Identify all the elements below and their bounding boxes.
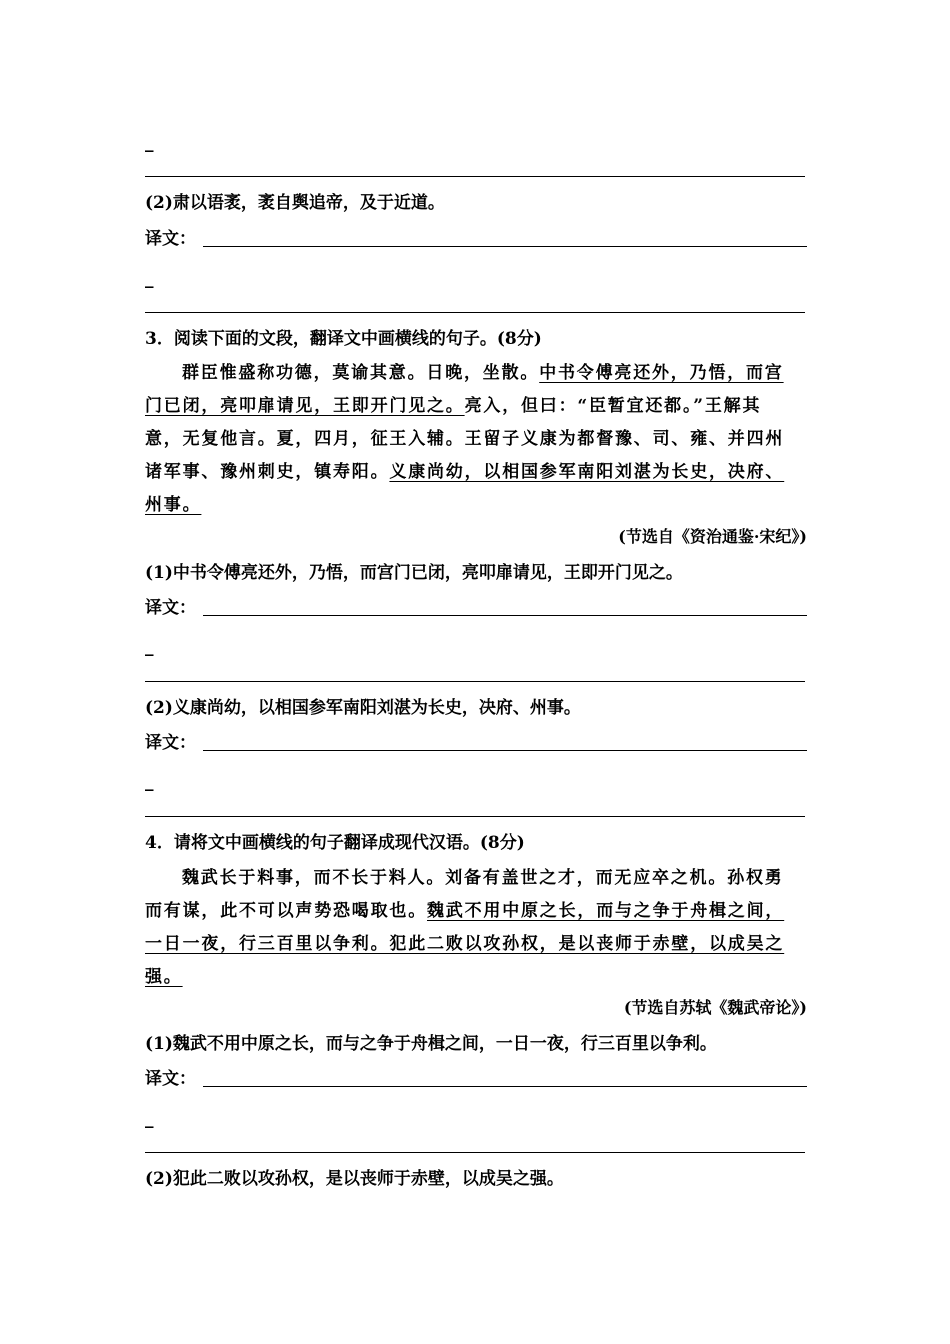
q4-passage-line-3: [145, 933, 807, 955]
q4-item1-answer[interactable]: [145, 1068, 807, 1090]
q4-passage-line-4: [145, 966, 807, 988]
answer-line[interactable]: [203, 246, 807, 247]
q4-source: (节选自苏轼《魏武帝论》): [623, 998, 807, 1017]
q3-item2-answer[interactable]: [145, 732, 807, 754]
answer-label: 译文：: [145, 598, 196, 618]
q3-item1-answer[interactable]: [145, 597, 807, 619]
underlined-sentence: 强。: [145, 967, 183, 987]
passage-text: 群臣惟盛称功德，莫谕其意。日晚，坐散。: [182, 363, 540, 383]
q4-item2: (2)犯此二败以攻孙权，是以丧师于赤壁，以成吴之强。: [145, 1169, 564, 1189]
answer-line[interactable]: [145, 681, 805, 682]
underlined-sentence: 魏武不用中原之长，而与之争于舟楫之间，: [427, 901, 785, 921]
answer-line[interactable]: [145, 176, 805, 177]
q4-passage-line-1: 魏武长于料事，而不长于料人。刘备有盖世之才，而无应卒之机。孙权勇: [182, 868, 784, 888]
passage-text: 而有谋，此不可以声势恐喝取也。: [145, 901, 427, 921]
passage-text: 诸军事、豫州刺史，镇寿阳。: [145, 462, 390, 482]
passage-text: 亮入，但曰：“臣暂宜还都。”王解其: [464, 396, 762, 416]
q4-item1: (1)魏武不用中原之长，而与之争于舟楫之间，一日一夜，行三百里以争利。: [145, 1034, 717, 1054]
q3-item2: (2)义康尚幼，以相国参军南阳刘湛为长史，决府、州事。: [145, 698, 581, 718]
q2-item2-answer[interactable]: [145, 228, 807, 250]
answer-line[interactable]: [145, 312, 805, 313]
q3-item1: (1)中书令傅亮还外，乃悟，而宫门已闭，亮叩扉请见，王即开门见之。: [145, 563, 683, 583]
answer-label: 译文：: [145, 1069, 196, 1089]
underlined-sentence: 中书令傅亮还外，乃悟，而宫: [539, 363, 784, 383]
q2-item2: (2)肃以语袤，袤自舆追帝，及于近道。: [145, 193, 445, 213]
q4-passage-line-2: [145, 900, 807, 922]
answer-line[interactable]: [145, 816, 805, 817]
underlined-sentence: 门已闭，亮叩扉请见，王即开门见之。: [145, 396, 465, 416]
q3-passage-line-4: [145, 461, 807, 483]
answer-label: 译文：: [145, 733, 196, 753]
answer-line[interactable]: [145, 1152, 805, 1153]
answer-dash: _: [145, 133, 154, 153]
answer-dash: _: [145, 772, 154, 792]
answer-line[interactable]: [203, 750, 807, 751]
q3-passage-line-5: [145, 494, 807, 516]
answer-dash: _: [145, 269, 154, 289]
q3-source: (节选自《资治通鉴·宋纪》): [618, 527, 807, 546]
answer-label: 译文：: [145, 229, 196, 249]
underlined-sentence: 州事。: [145, 495, 202, 515]
underlined-sentence: 一日一夜，行三百里以争利。犯此二败以攻孙权，是以丧师于赤壁，以成吴之: [145, 934, 785, 954]
answer-line[interactable]: [203, 1086, 807, 1087]
q3-passage-line-2: [145, 395, 807, 417]
q3-passage-line-1: [182, 362, 844, 384]
answer-line[interactable]: [203, 615, 807, 616]
underlined-sentence: 义康尚幼，以相国参军南阳刘湛为长史，决府、: [389, 462, 785, 482]
answer-dash: _: [145, 637, 154, 657]
q4-title: 4．请将文中画横线的句子翻译成现代汉语。(8分): [145, 833, 525, 853]
q3-title: 3．阅读下面的文段，翻译文中画横线的句子。(8分): [145, 329, 542, 349]
answer-dash: _: [145, 1109, 154, 1129]
q3-passage-line-3: 意，无复他言。夏，四月，征王入辅。王留子义康为都督豫、司、雍、并四州: [145, 429, 785, 449]
